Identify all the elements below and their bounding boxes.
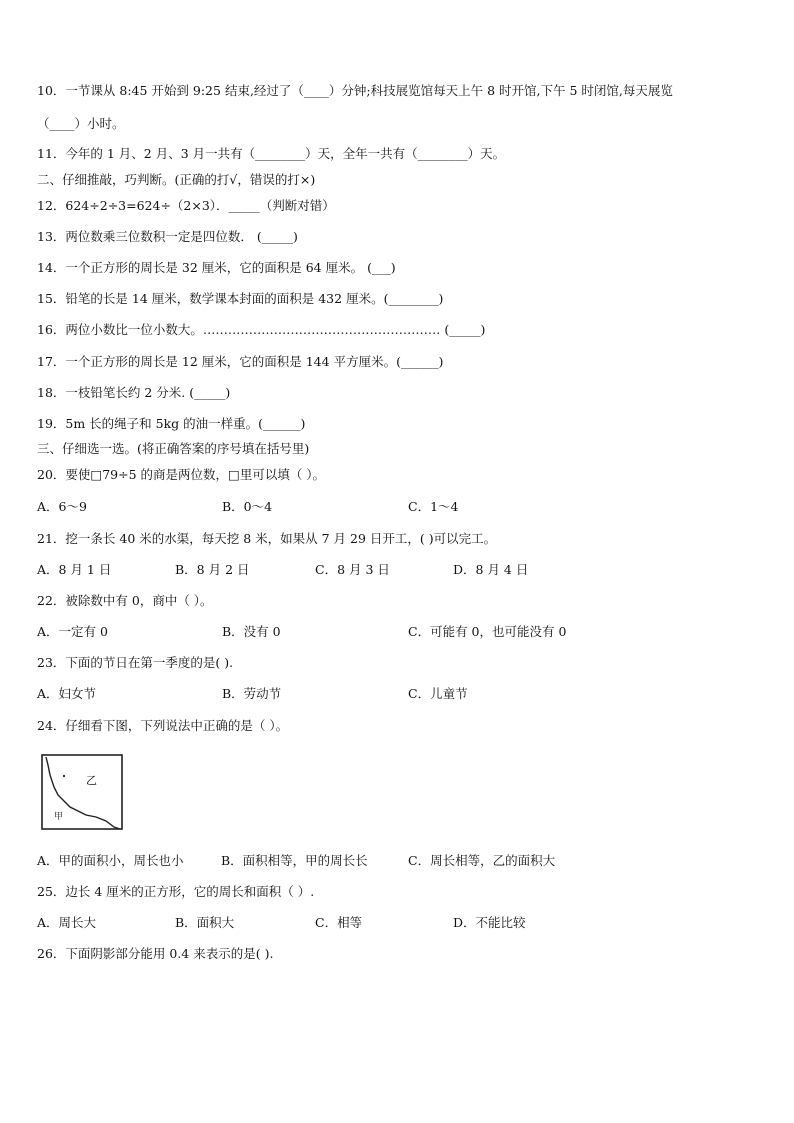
question-23-stem: 23．下面的节日在第一季度的是( ).	[37, 655, 234, 670]
question-24-option-c: C．周长相等，乙的面积大	[408, 853, 556, 868]
question-20-option-b: B．0～4	[222, 499, 273, 514]
question-25-option-a: A．周长大	[37, 915, 97, 930]
question-22-option-b: B．没有 0	[222, 624, 281, 639]
question-21-option-b: B．8 月 2 日	[175, 562, 250, 577]
question-21-stem: 21．挖一条长 40 米的水渠，每天挖 8 米，如果从 7 月 29 日开工，( )可以完工。	[37, 531, 497, 546]
question-25-option-d: D．不能比较	[453, 915, 526, 930]
section-3-heading: 三、仔细选一选。(将正确答案的序号填在括号里)	[37, 441, 310, 456]
question-21-option-c: C．8 月 3 日	[315, 562, 390, 577]
question-24-option-a: A．甲的面积小，周长也小	[37, 853, 184, 868]
question-10-line-2: （____）小时。	[37, 116, 125, 131]
question-19: 19．5m 长的绳子和 5kg 的油一样重。(______)	[37, 416, 306, 431]
section-2-heading: 二、仔细推敲，巧判断。(正确的打√，错误的打×)	[37, 172, 316, 187]
question-22-stem: 22．被除数中有 0，商中（ ）。	[37, 593, 213, 608]
question-18: 18．一枝铅笔长约 2 分米. (_____)	[37, 385, 231, 400]
question-23-option-a: A．妇女节	[37, 686, 97, 701]
question-20-stem: 20．要使□79÷5 的商是两位数，□里可以填（ ）。	[37, 467, 326, 482]
question-12: 12．624÷2÷3=624÷（2×3）．_____（判断对错）	[37, 198, 335, 213]
question-21-option-d: D．8 月 4 日	[453, 562, 529, 577]
question-23-option-c: C．儿童节	[408, 686, 468, 701]
question-24-figure	[40, 753, 124, 831]
question-25-option-c: C．相等	[315, 915, 363, 930]
question-21-option-a: A．8 月 1 日	[37, 562, 112, 577]
question-25-option-b: B．面积大	[175, 915, 235, 930]
question-25-stem: 25．边长 4 厘米的正方形，它的周长和面积（ ）.	[37, 884, 315, 899]
figure-dot	[63, 775, 65, 777]
question-20-option-a: A．6～9	[37, 499, 87, 514]
question-22-option-c: C．可能有 0，也可能没有 0	[408, 624, 567, 639]
question-20-option-c: C．1～4	[408, 499, 459, 514]
question-13: 13．两位数乘三位数积一定是四位数． (_____)	[37, 229, 298, 244]
question-22-option-a: A．一定有 0	[37, 624, 108, 639]
question-16: 16．两位小数比一位小数大。………………………………………………… (_____)	[37, 322, 486, 337]
question-11: 11．今年的 1 月、2 月、3 月一共有（________）天，全年一共有（________）天。	[37, 146, 506, 161]
question-10-line-1: 10．一节课从 8:45 开始到 9:25 结束,经过了（____）分钟;科技展览馆每天上午 8 时开馆,下午 5 时闭馆,每天展览	[37, 83, 673, 98]
question-26-stem: 26．下面阴影部分能用 0.4 来表示的是( ).	[37, 946, 274, 961]
question-17: 17．一个正方形的周长是 12 厘米，它的面积是 144 平方厘米。(______)	[37, 354, 444, 369]
question-24-stem: 24．仔细看下图，下列说法中正确的是（ ）。	[37, 718, 289, 733]
figure-label-jia: 甲	[54, 812, 64, 822]
question-23-option-b: B．劳动节	[222, 686, 282, 701]
figure-label-yi: 乙	[86, 774, 97, 787]
question-24-option-b: B．面积相等，甲的周长长	[221, 853, 368, 868]
question-14: 14．一个正方形的周长是 32 厘米，它的面积是 64 厘米。 (___)	[37, 260, 396, 275]
question-15: 15．铅笔的长是 14 厘米，数学课本封面的面积是 432 厘米。(________)	[37, 291, 444, 306]
